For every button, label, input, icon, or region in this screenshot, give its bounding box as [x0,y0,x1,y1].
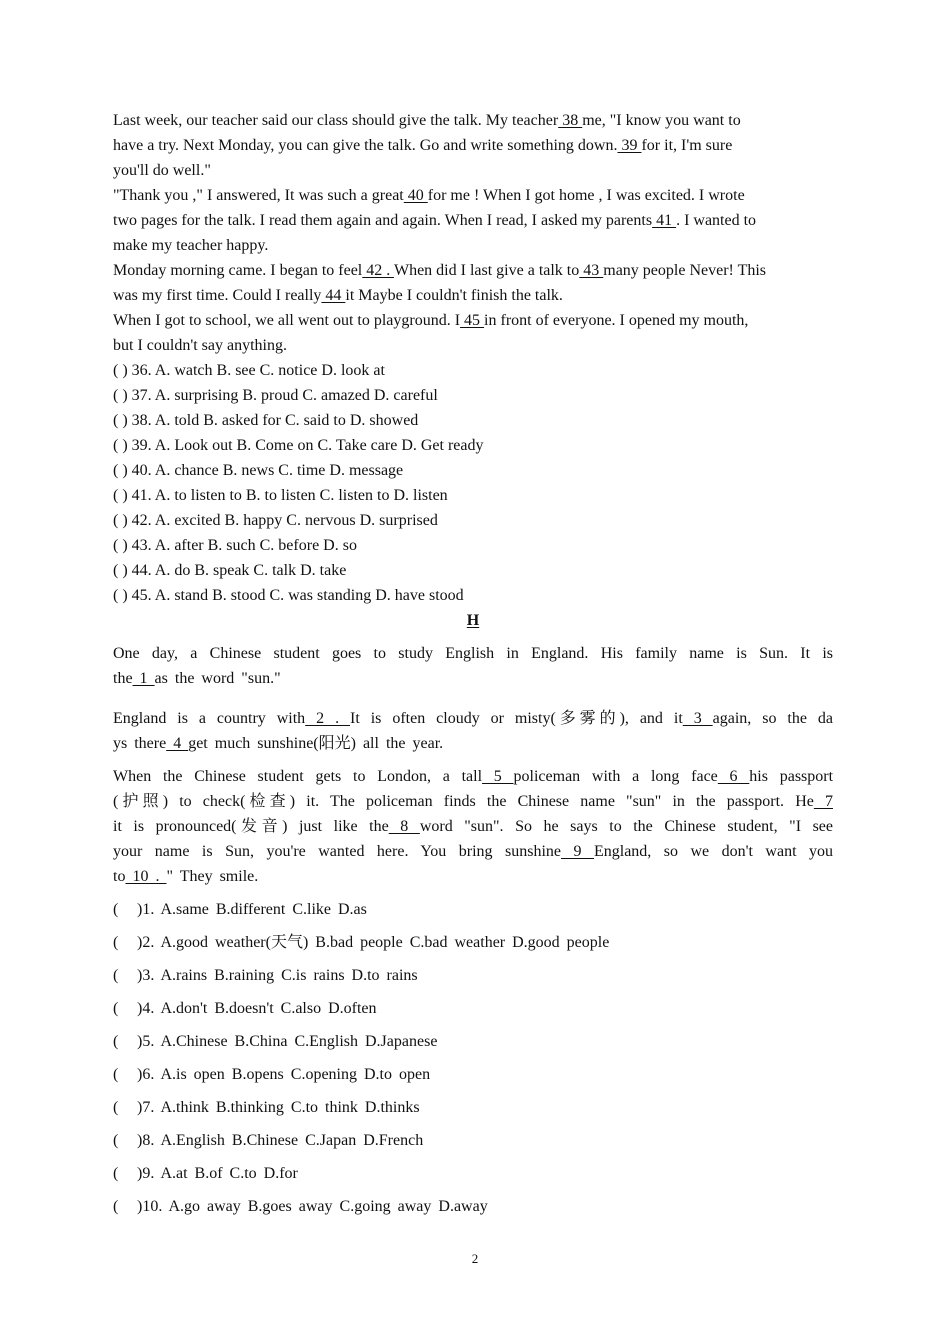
passage-line: Last week, our teacher said our class should give the talk. My teacher 38 me, "I know you want to [113,112,741,129]
question-item: ( )7. A.think B.thinking C.to think D.thinks [113,1099,420,1116]
passage-g [113,108,833,358]
passage-line: When I got to school, we all went out to playground. I 45 in front of everyone. I opened my mouth, [113,312,749,329]
question-item: ( ) 36. A. watch B. see C. notice D. look at [113,362,385,379]
passage-line: have a try. Next Monday, you can give the talk. Go and write something down. 39 for it, I'm sure [113,137,733,154]
question-item: ( )10. A.go away B.goes away C.going away D.away [113,1198,488,1215]
question-item: ( ) 42. A. excited B. happy C. nervous D. surprised [113,512,438,529]
questions-g [113,358,833,608]
question-item: ( )1. A.same B.different C.like D.as [113,901,367,918]
question-item: ( )2. A.good weather(天气) B.bad people C.bad weather D.good people [113,934,610,951]
question-item: ( )4. A.don't B.doesn't C.also D.often [113,1000,377,1017]
question-item: ( ) 39. A. Look out B. Come on C. Take care D. Get ready [113,437,484,454]
passage-line: was my first time. Could I really 44 it Maybe I couldn't finish the talk. [113,287,563,304]
question-item: ( )3. A.rains B.raining C.is rains D.to rains [113,967,418,984]
passage-line: two pages for the talk. I read them again and again. When I read, I asked my parents 41 . I wanted to [113,212,757,229]
passage-line: England is a country with 2 . It is often cloudy or misty(多雾的), and it 3 again, so the da [113,710,834,727]
passage-h [113,641,833,889]
question-item: ( ) 43. A. after B. such C. before D. so [113,537,357,554]
question-item: ( )9. A.at B.of C.to D.for [113,1165,298,1182]
passage-line: the 1 as the word "sun." [113,670,281,687]
passage-line: ys there 4 get much sunshine(阳光) all the year. [113,735,444,752]
passage-line: to 10 . " They smile. [113,868,259,885]
passage-line: but I couldn't say anything. [113,337,287,354]
question-item: ( ) 37. A. surprising B. proud C. amazed D. careful [113,387,438,404]
passage-line: make my teacher happy. [113,237,269,254]
passage-line: (护照) to check(检查) it. The policeman finds the Chinese name "sun" in the passport. He 7 [113,793,833,810]
question-item: ( ) 40. A. chance B. news C. time D. message [113,462,404,479]
question-item: ( )8. A.English B.Chinese C.Japan D.French [113,1132,424,1149]
question-item: ( ) 38. A. told B. asked for C. said to D. showed [113,412,419,429]
question-item: ( ) 45. A. stand B. stood C. was standing D. have stood [113,587,464,604]
passage-line: it is pronounced(发音) just like the 8 word "sun". So he says to the Chinese student, "I see [113,818,834,835]
passage-line: Monday morning came. I began to feel 42 . When did I last give a talk to 43 many people Never! This [113,262,767,279]
document-page [113,108,833,1223]
question-item: ( ) 41. A. to listen to B. to listen C. listen to D. listen [113,487,448,504]
section-heading: H [466,612,480,629]
passage-line: you'll do well." [113,162,211,179]
passage-line: One day, a Chinese student goes to study English in England. His family name is Sun. It is [113,645,833,662]
passage-line: When the Chinese student gets to London, a tall 5 policeman with a long face 6 his passport [113,768,834,785]
question-item: ( ) 44. A. do B. speak C. talk D. take [113,562,347,579]
passage-line: "Thank you ," I answered, It was such a great 40 for me ! When I got home , I was excited. I wrote [113,187,745,204]
question-item: ( )6. A.is open B.opens C.opening D.to open [113,1066,431,1083]
passage-line: your name is Sun, you're wanted here. You bring sunshine 9 England, so we don't want you [113,843,833,860]
questions-h [113,893,833,1223]
page-number: 2 [471,1251,479,1266]
question-item: ( )5. A.Chinese B.China C.English D.Japanese [113,1033,438,1050]
